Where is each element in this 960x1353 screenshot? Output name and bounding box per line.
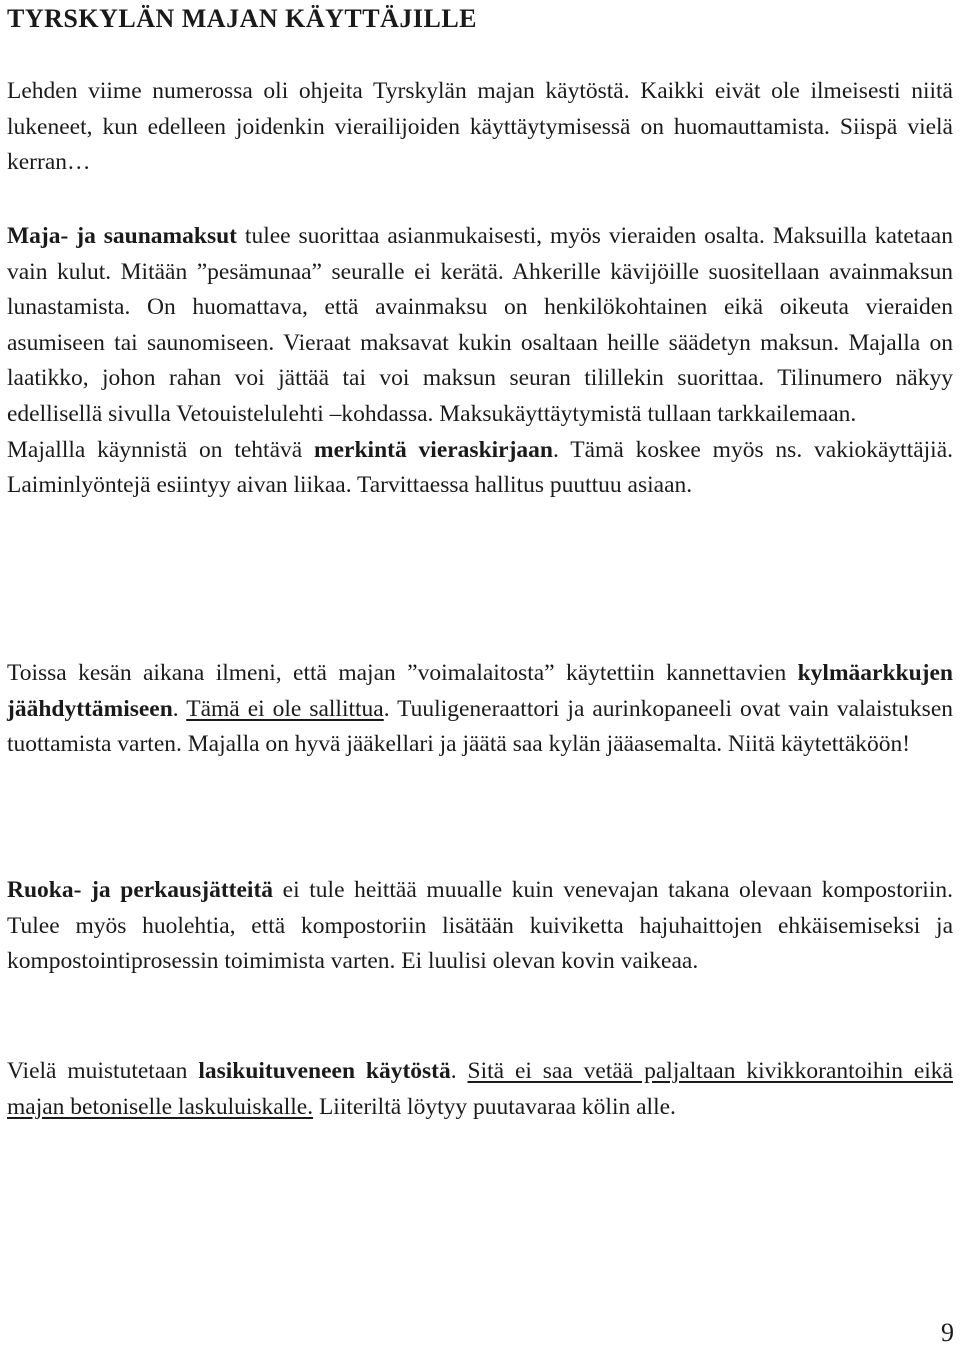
fiberglass-text-1: Vielä muistutetaan xyxy=(7,1058,199,1084)
waste-heading: Ruoka- ja perkausjätteitä xyxy=(7,877,274,903)
warning-underlined: Sitä ei saa vetää paljaltaan kivikkorantoihin eikä majan betoniselle laskuluiskalle. xyxy=(7,1058,953,1120)
document-page xyxy=(7,0,954,1120)
page-title: TYRSKYLÄN MAJAN KÄYTTÄJILLE xyxy=(7,4,477,33)
power-text-3: . Tuuligeneraattori ja aurinkopaneeli ovat vain valaistuksen tuottamista varten. Majalla on hyvä jääkellari ja jäätä saa kylän jääasemalta. Niitä käytettäköön! xyxy=(7,695,954,758)
waste-text: ei tule heittää muualle kuin venevajan takana olevaan kompostoriin. Tulee myös huolehtia, että kompostoriin lisätään kuiviketta hajuhaittojen ehkäisemiseksi ja kompostointiprosessin toimimista varten. Ei luulisi olevan kovin vaikeaa. xyxy=(7,877,953,975)
intro-paragraph xyxy=(7,74,953,181)
cooling-emphasis: kylmäarkkujen jäähdyttämiseen xyxy=(7,660,953,722)
fiberglass-text-2: . xyxy=(450,1058,468,1084)
guestbook-emphasis: merkintä vieraskirjaan xyxy=(314,436,553,463)
power-text-2: . xyxy=(172,695,187,722)
fees-text-3: . Tämä koskee myös ns. vakiokäyttäjiä. Laiminlyöntejä esiintyy aivan liikaa. Tarvittaessa hallitus puuttuu asiaan. xyxy=(7,436,954,499)
fiberglass-paragraph xyxy=(7,1054,953,1125)
fiberglass-text-3: Liiteriltä löytyy puutavaraa kölin alle. xyxy=(313,1093,676,1120)
intro-text: Lehden viime numerossa oli ohjeita Tyrskylän majan käytöstä. Kaikki eivät ole ilmeisesti niitä lukeneet, kun edelleen joidenkin vierailijoiden käyttäytymisessä on huomauttamista. Siispä vielä kerran… xyxy=(7,78,953,176)
waste-paragraph xyxy=(7,873,953,980)
power-paragraph xyxy=(7,656,953,763)
page-number: 9 xyxy=(941,1318,954,1347)
fees-heading: Maja- ja saunamaksut xyxy=(7,223,237,249)
not-allowed-underlined: Tämä ei ole sallittua xyxy=(186,695,384,722)
fees-text-2: Majallla käynnistä on tehtävä xyxy=(7,436,315,463)
power-text-1: Toissa kesän aikana ilmeni, että majan ”voimalaitosta” käytettiin kannettavien xyxy=(7,660,798,686)
boat-emphasis: lasikuituveneen käytöstä xyxy=(198,1058,451,1084)
fees-paragraph xyxy=(7,219,953,504)
fees-text-1: tulee suorittaa asianmukaisesti, myös vieraiden osalta. Maksuilla katetaan vain kulut. Mitään ”pesämunaa” seuralle ei kerätä. Ahkerille kävijöille suositellaan avainmaksun lunastamista. On huomattava, että avainmaksu on henkilökohtainen eikä oikeuta vieraiden asumiseen tai saunomiseen. Vieraat maksavat kukin osaltaan heille säädetyn maksun. Majalla on laatikko, johon rahan voi jättää tai voi maksun seuran tilillekin suorittaa. Tilinumero näkyy edellisellä sivulla Vetouistelulehti –kohdassa. Maksukäyttäytymistä tullaan tarkkailemaan. xyxy=(7,223,953,427)
